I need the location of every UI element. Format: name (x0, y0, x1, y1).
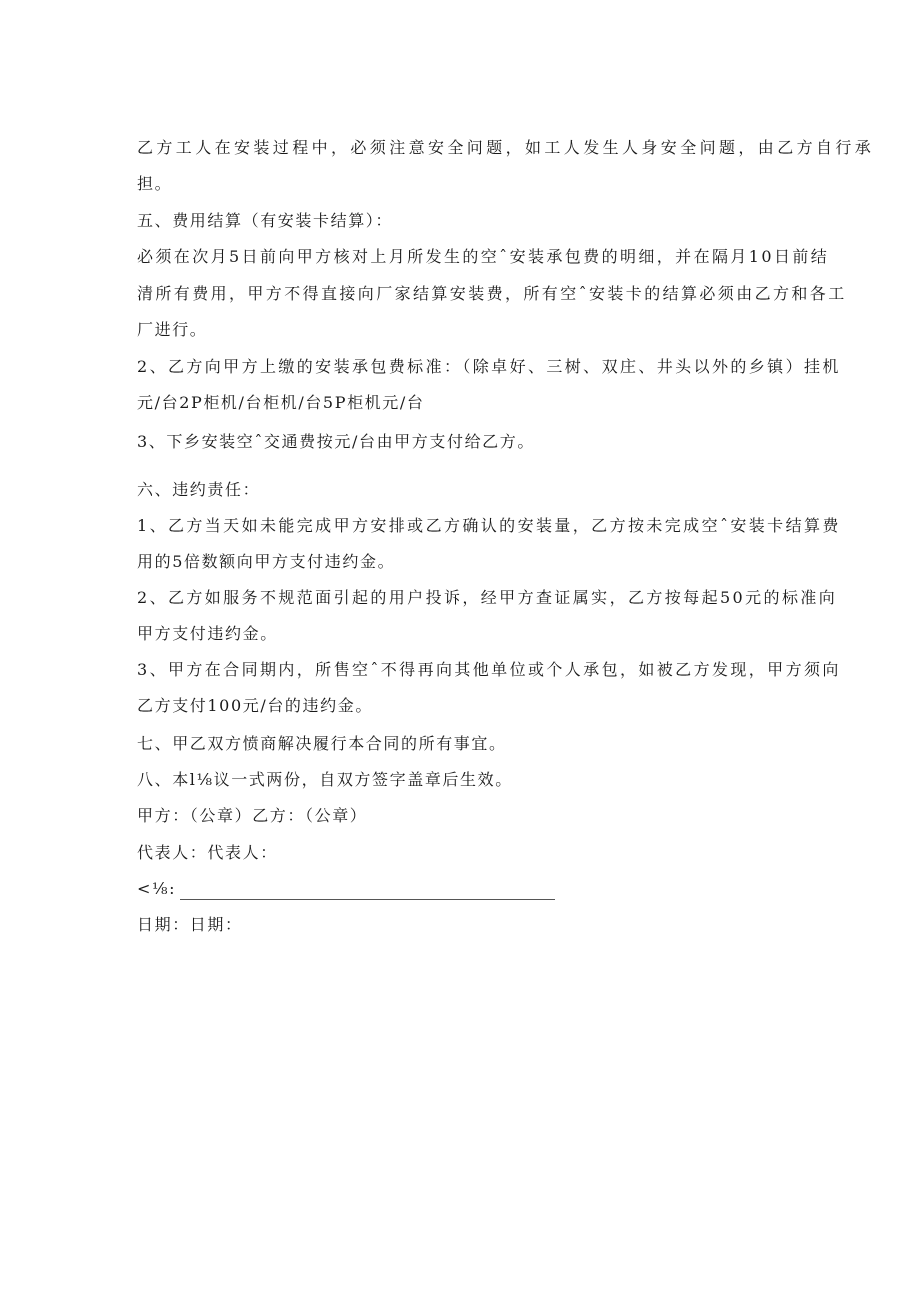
section-heading: 八、本l⅛议一式两份，自双方签字盖章后生效。 (137, 770, 513, 789)
paragraph-line: 清所有费用，甲方不得直接向厂家结算安装费，所有空ˆ安装卡的结算必须由乙方和各工 (137, 284, 847, 303)
signature-label: <⅛: (137, 879, 177, 898)
paragraph-line: 担。 (137, 174, 173, 193)
paragraph-line: 1、乙方当天如未能完成甲方安排或乙方确认的安装量，乙方按未完成空ˆ安装卡结算费 (137, 516, 841, 535)
paragraph-line: 必须在次月5日前向甲方核对上月所发生的空ˆ安装承包费的明细，并在隔月10日前结 (137, 247, 830, 266)
paragraph-line: 厂进行。 (137, 320, 208, 339)
paragraph-line: 元/台2P柜机/台柜机/台5P柜机元/台 (137, 393, 425, 412)
signature-underline (180, 885, 555, 900)
signature-line (137, 878, 797, 900)
paragraph-line: 甲方支付违约金。 (137, 624, 278, 643)
section-heading: 六、违约责任： (137, 480, 261, 499)
section-heading: 七、甲乙双方愤商解决履行本合同的所有事宜。 (137, 734, 507, 753)
date-line: 日期：日期： (137, 915, 243, 934)
paragraph-line: 2、乙方如服务不规范面引起的用户投诉，经甲方查证属实，乙方按每起50元的标准向 (137, 588, 838, 607)
paragraph-line: 用的5倍数额向甲方支付违约金。 (137, 552, 396, 571)
representative-line: 代表人：代表人： (137, 843, 278, 862)
paragraph-line: 3、甲方在合同期内，所售空ˆ不得再向其他单位或个人承包，如被乙方发现，甲方须向 (137, 660, 841, 679)
paragraph-line: 3、下乡安装空ˆ交通费按元/台由甲方支付给乙方。 (137, 432, 535, 451)
signature-party-line: 甲方：（公章）乙方：（公章） (137, 806, 368, 825)
paragraph-line: 2、乙方向甲方上缴的安装承包费标准：（除卓好、三树、双庄、井头以外的乡镇）挂机 (137, 357, 841, 376)
section-heading: 五、费用结算（有安装卡结算）： (137, 211, 394, 230)
paragraph-line: 乙方支付100元/台的违约金。 (137, 696, 373, 715)
paragraph-line: 乙方工人在安装过程中，必须注意安全问题，如工人发生人身安全问题，由乙方自行承 (137, 138, 875, 157)
